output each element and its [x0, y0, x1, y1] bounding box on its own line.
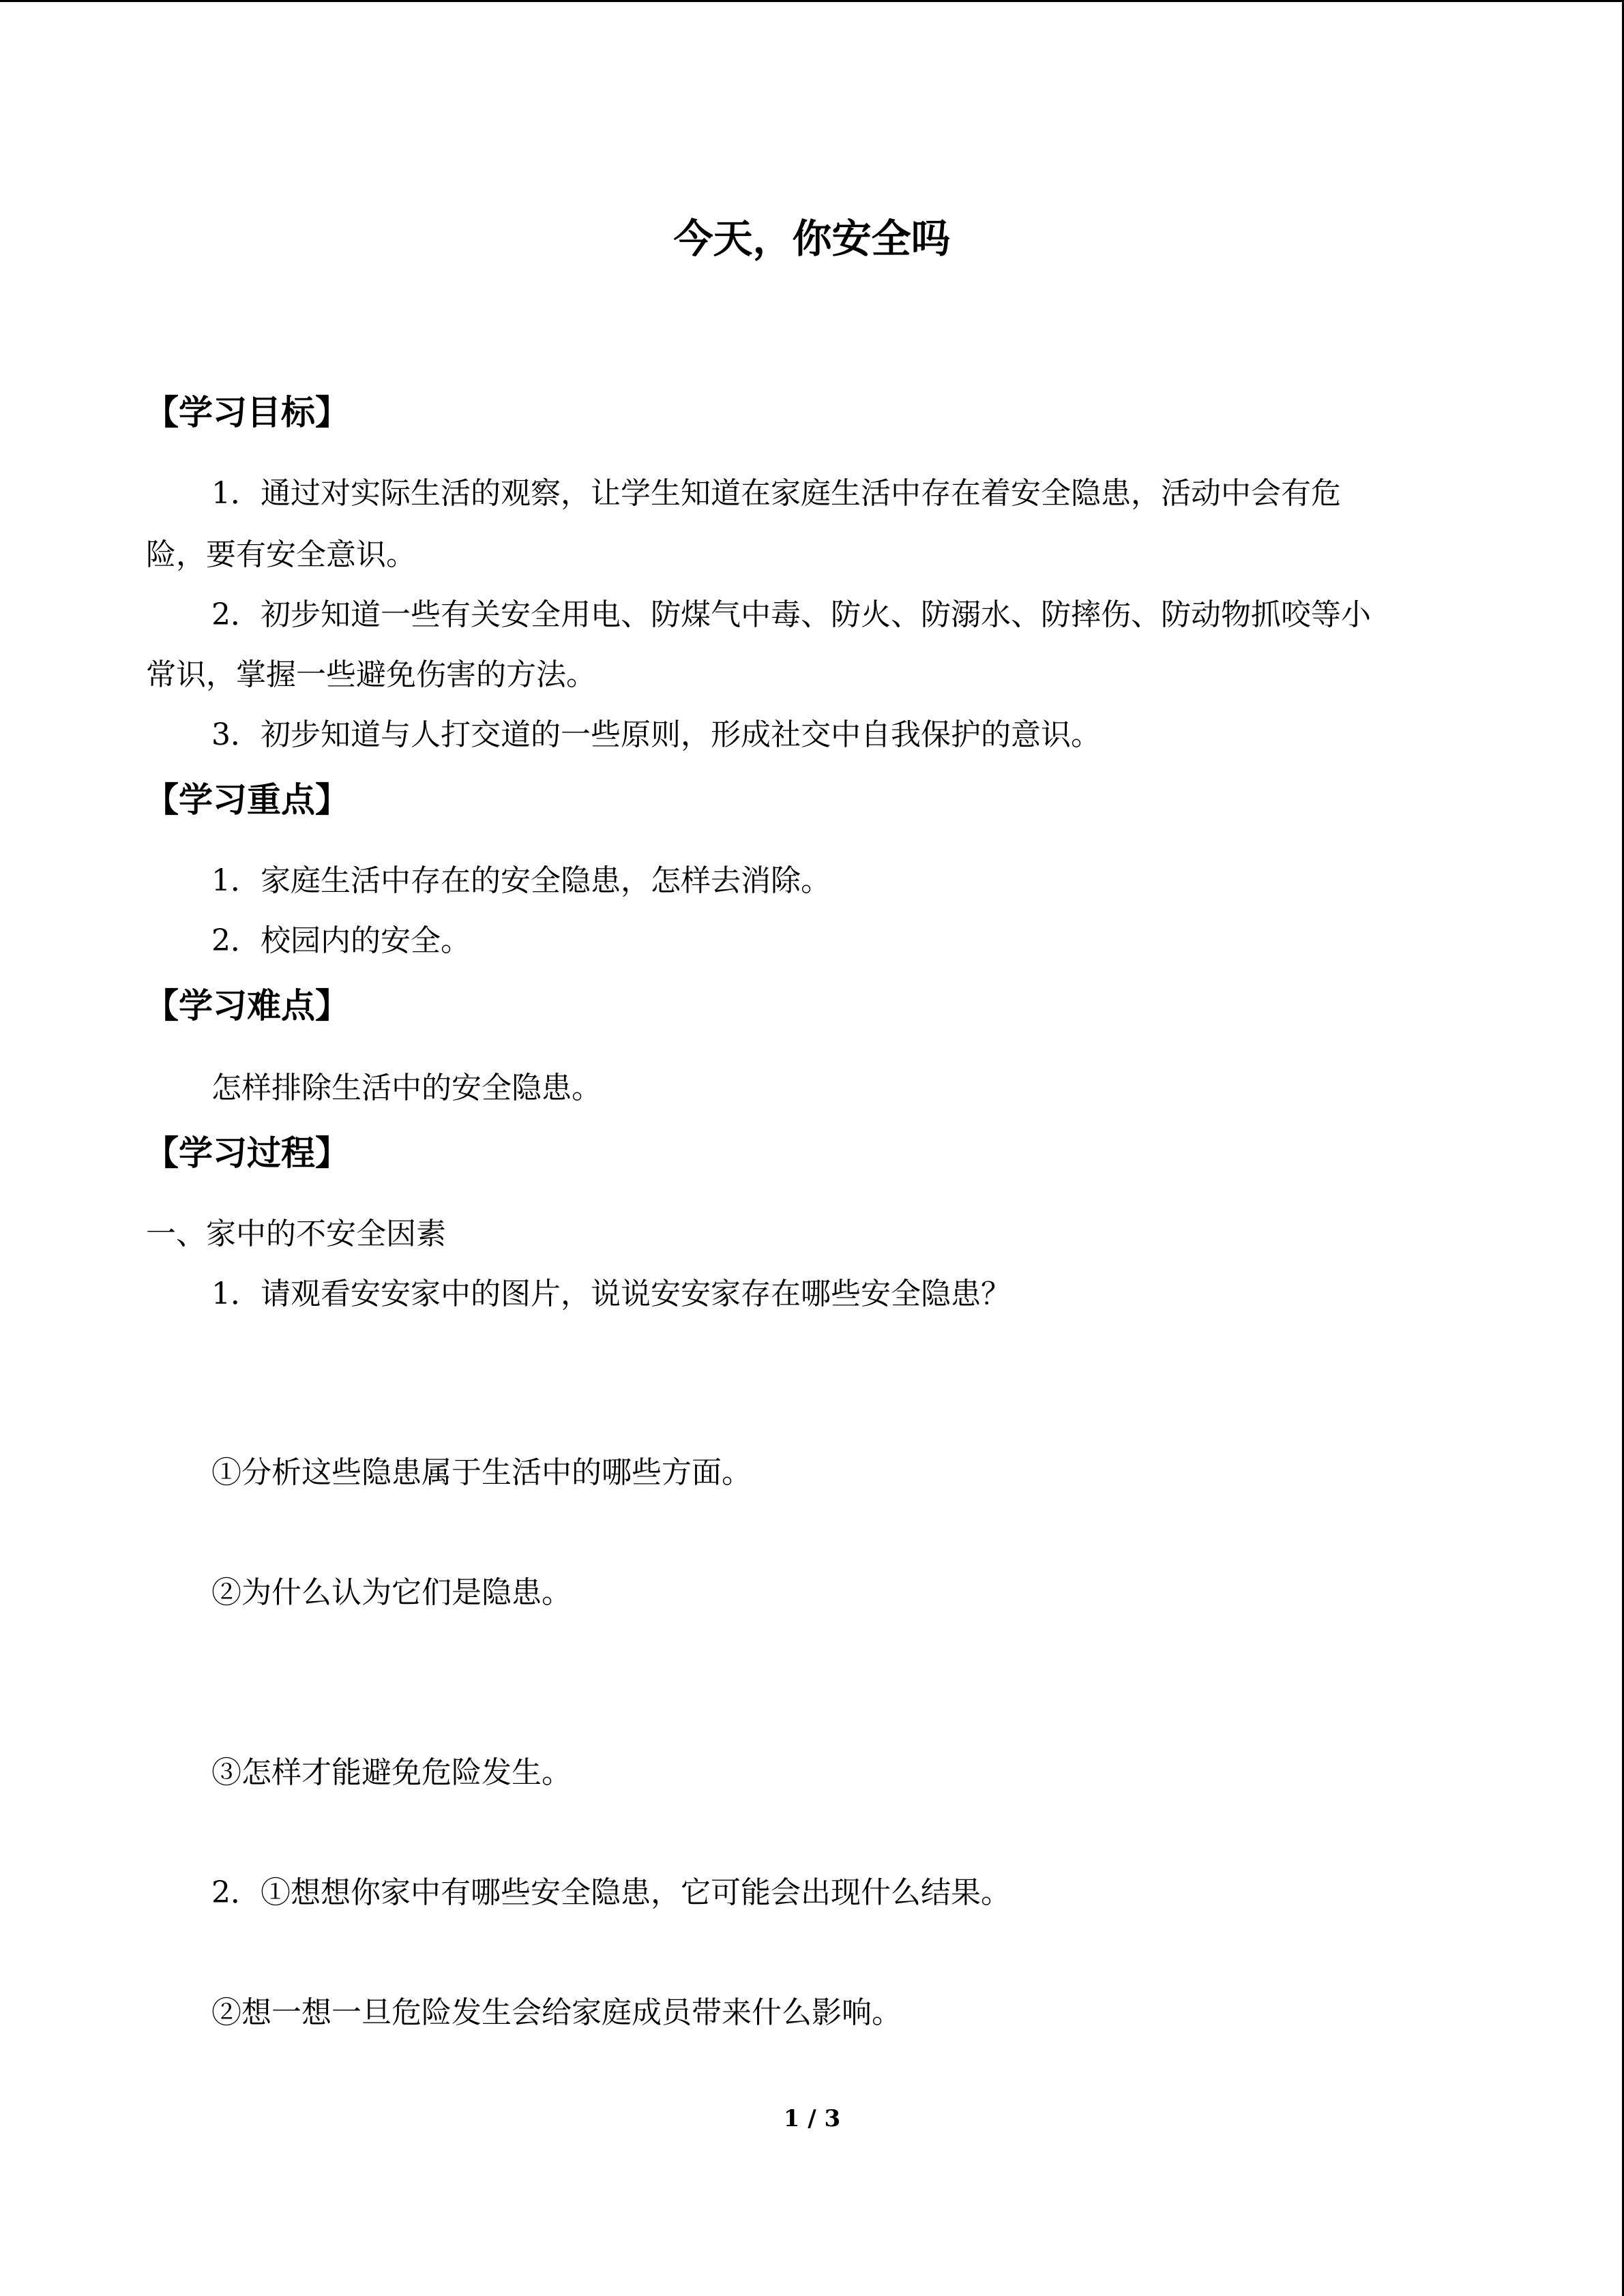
objective-2-line-1: 2．初步知道一些有关安全用电、防煤气中毒、防火、防溺水、防摔伤、防动物抓咬等小: [211, 597, 1371, 632]
page-number: 1 / 3: [783, 2105, 841, 2132]
objective-1-line-2: 险，要有安全意识。: [146, 537, 416, 572]
process-part-1-title: 一、家中的不安全因素: [146, 1217, 446, 1251]
process-question-1-sub-2: ②为什么认为它们是隐患。: [211, 1575, 572, 1610]
difficulty-1: 怎样排除生活中的安全隐患。: [211, 1071, 602, 1105]
difficulties-heading: 【学习难点】: [145, 985, 349, 1026]
page-title: 今天，你安全吗: [673, 215, 951, 262]
page-top-border: [0, 0, 1624, 2]
key-point-2: 2．校园内的安全。: [211, 923, 471, 958]
process-question-1-sub-3: ③怎样才能避免危险发生。: [211, 1755, 572, 1790]
objective-2-line-2: 常识，掌握一些避免伤害的方法。: [146, 657, 596, 692]
key-points-heading: 【学习重点】: [145, 779, 349, 820]
objective-1-line-1: 1．通过对实际生活的观察，让学生知道在家庭生活中存在着安全隐患，活动中会有危: [211, 476, 1341, 511]
process-question-1-sub-1: ①分析这些隐患属于生活中的哪些方面。: [211, 1455, 752, 1490]
process-question-2: 2．①想想你家中有哪些安全隐患，它可能会出现什么结果。: [211, 1875, 1011, 1910]
process-question-2-sub-2: ②想一想一旦危险发生会给家庭成员带来什么影响。: [211, 1995, 902, 2030]
objectives-heading: 【学习目标】: [145, 392, 349, 432]
objective-3: 3．初步知道与人打交道的一些原则，形成社交中自我保护的意识。: [211, 717, 1101, 752]
key-point-1: 1．家庭生活中存在的安全隐患，怎样去消除。: [211, 863, 831, 898]
process-heading: 【学习过程】: [145, 1133, 349, 1173]
process-question-1: 1．请观看安安家中的图片，说说安安家存在哪些安全隐患？: [211, 1277, 1011, 1311]
